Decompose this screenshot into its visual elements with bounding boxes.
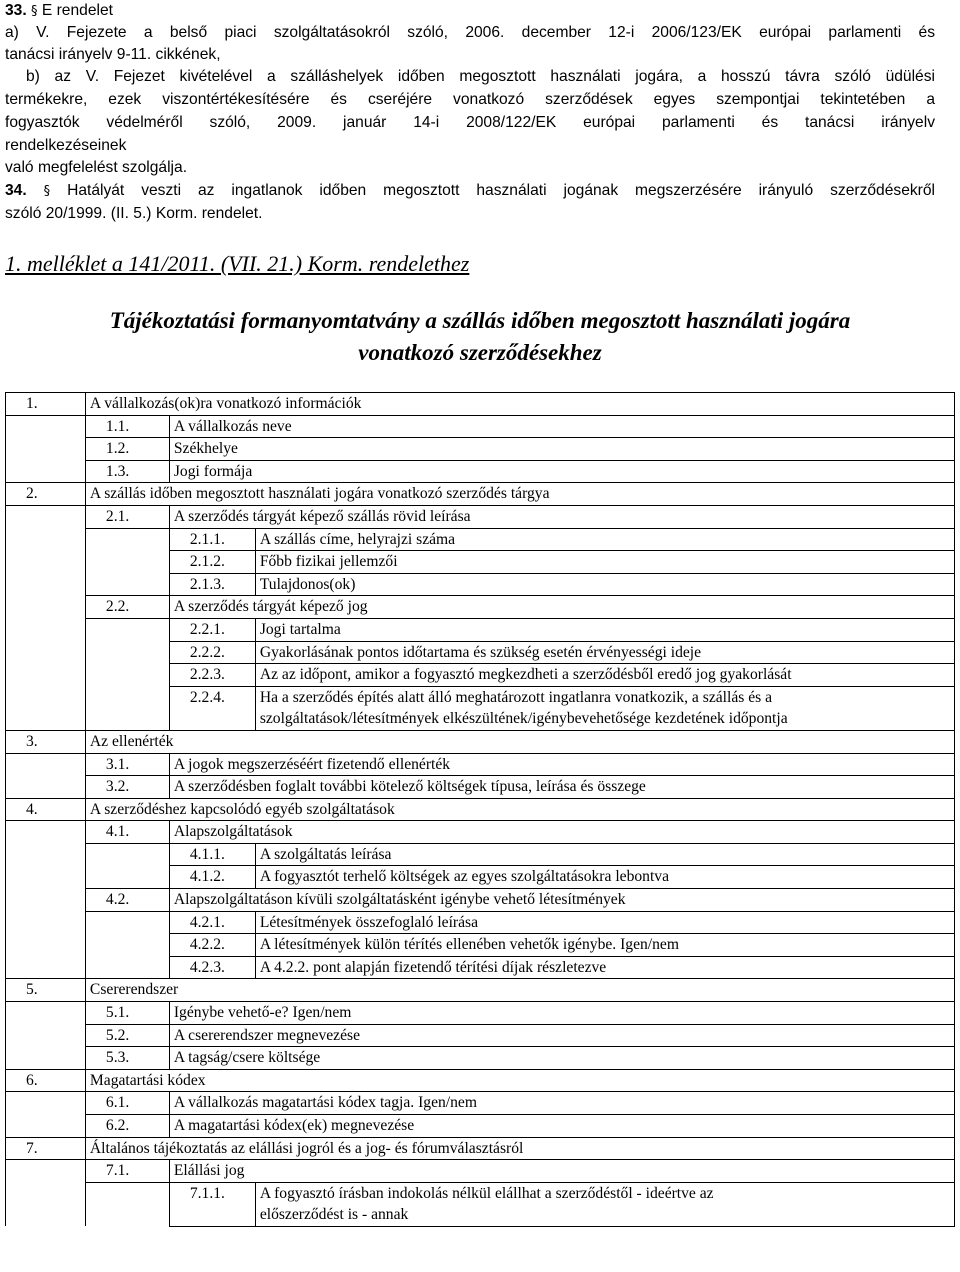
outline-number: 4.1.1. (169, 843, 255, 866)
paragraph-34-text: Hatályát veszti az ingatlanok időben megosztott használati jogának megszerzésére irányuló szerződésekről (67, 182, 935, 199)
indent-cell (85, 911, 169, 934)
outline-number: 1.1. (85, 415, 169, 438)
outline-text-line: Jogi formája (173, 462, 253, 480)
outline-number: 2.2.1. (169, 618, 255, 641)
outline-number: 7.1.1. (169, 1182, 255, 1226)
outline-number: 2.1. (85, 505, 169, 528)
outline-number: 2.2. (85, 596, 169, 619)
outline-row (6, 821, 955, 844)
indent-cell (6, 776, 86, 799)
outline-row (6, 438, 955, 461)
section-sign-icon: § (31, 4, 38, 19)
outline-number: 6.1. (85, 1092, 169, 1115)
outline-number: 6.2. (85, 1115, 169, 1138)
outline-row (6, 551, 955, 574)
indent-cell (6, 618, 86, 641)
paragraph-33-point-b-line1: b) az V. Fejezet kivételével a szálláshelyek időben megosztott használati jogára, a hosszú távra szóló üdülési (26, 68, 935, 85)
indent-cell (6, 596, 86, 619)
indent-cell (6, 1160, 86, 1183)
outline-text (169, 415, 954, 438)
outline-text-line: Az az időpont, amikor a fogyasztó megkezdheti a szerződésből eredő jog gyakorlását (259, 666, 792, 684)
outline-number: 4.2.3. (169, 956, 255, 979)
outline-row (6, 528, 955, 551)
outline-number: 2.1.2. (169, 551, 255, 574)
outline-text (85, 1069, 954, 1092)
indent-cell (6, 843, 86, 866)
outline-text (169, 1160, 954, 1183)
outline-number: 4.2.1. (169, 911, 255, 934)
outline-text-line: A vállalkozás neve (173, 417, 292, 435)
paragraph-33-point-b-line4: rendelkezéseinek (5, 137, 127, 154)
outline-text (255, 664, 954, 687)
outline-text-line: Tulajdonos(ok) (259, 575, 356, 593)
outline-text (169, 505, 954, 528)
outline-row (6, 889, 955, 912)
outline-number: 5.3. (85, 1047, 169, 1070)
indent-cell (6, 438, 86, 461)
outline-number: 2.1.3. (169, 573, 255, 596)
outline-number: 2.2.4. (169, 686, 255, 730)
paragraph-34-number: 34. (5, 182, 27, 199)
outline-text (169, 889, 954, 912)
paragraph-33-point-b-line2: termékekre, ezek viszontértékesítésére és cseréjére vonatkozó szerződések egyes szempontjai tekintetében a (5, 91, 935, 108)
outline-text (255, 641, 954, 664)
outline-row (6, 798, 955, 821)
outline-text-line: Magatartási kódex (89, 1071, 206, 1089)
form-title-line1: Tájékoztatási formanyomtatvány a szállás időben megosztott használati jogára (109, 308, 851, 333)
outline-text (169, 776, 954, 799)
paragraph-34-line2: szóló 20/1999. (II. 5.) Korm. rendelet. (5, 205, 263, 222)
outline-number: 2. (6, 483, 86, 506)
section-sign-icon: § (43, 184, 51, 199)
outline-number: 6. (6, 1069, 86, 1092)
outline-text-line: Alapszolgáltatáson kívüli szolgáltatásként igénybe vehető létesítmények (173, 891, 626, 909)
outline-text-line-2: szolgáltatások/létesítmények elkészültének/igénybevehetősége kezdetének időpontja (259, 710, 788, 728)
outline-text-line: Igénybe vehető-e? Igen/nem (173, 1004, 352, 1022)
indent-cell (6, 573, 86, 596)
outline-text-line: A létesítmények külön térítés ellenében vehetők igénybe. Igen/nem (259, 936, 679, 954)
outline-row (6, 979, 955, 1002)
indent-cell (6, 551, 86, 574)
outline-number: 5. (6, 979, 86, 1002)
indent-cell (6, 1002, 86, 1025)
outline-text-line: A 4.2.2. pont alapján fizetendő térítési díjak részletezve (259, 958, 607, 976)
indent-cell (85, 843, 169, 866)
indent-cell (6, 911, 86, 934)
outline-row (6, 866, 955, 889)
outline-text-line: A szerződés tárgyát képező szállás rövid leírása (173, 507, 471, 525)
outline-text-line: Főbb fizikai jellemzői (259, 553, 398, 571)
outline-number: 4.2.2. (169, 934, 255, 957)
indent-cell (6, 866, 86, 889)
outline-text-line: Székhelye (173, 440, 238, 458)
outline-text-line: A szállás időben megosztott használati jogára vonatkozó szerződés tárgya (89, 485, 550, 503)
outline-number: 4.1.2. (169, 866, 255, 889)
paragraph-33-point-a: a) V. Fejezete a belső piaci szolgáltatásokról szóló, 2006. december 12-i 2006/123/EK európai parlamenti és (5, 24, 935, 41)
indent-cell (85, 528, 169, 551)
indent-cell (85, 934, 169, 957)
outline-text-line: A jogok megszerzéséért fizetendő ellenérték (173, 755, 451, 773)
outline-number: 2.2.3. (169, 664, 255, 687)
outline-number: 2.1.1. (169, 528, 255, 551)
indent-cell (6, 415, 86, 438)
outline-number: 3.1. (85, 753, 169, 776)
outline-text (169, 1115, 954, 1138)
outline-text-line: A csererendszer megnevezése (173, 1026, 361, 1044)
outline-text-line: A vállalkozás magatartási kódex tagja. Igen/nem (173, 1094, 477, 1112)
outline-row (6, 415, 955, 438)
outline-text (85, 1137, 954, 1160)
outline-row (6, 1047, 955, 1070)
outline-text (169, 1024, 954, 1047)
outline-row (6, 911, 955, 934)
outline-text (255, 686, 954, 730)
outline-row (6, 460, 955, 483)
paragraph-33-text: E rendelet (41, 2, 113, 19)
outline-text-line: A fogyasztót terhelő költségek az egyes szolgáltatásokra lebontva (259, 868, 670, 886)
outline-row (6, 1160, 955, 1183)
indent-cell (6, 686, 86, 730)
indent-cell (85, 641, 169, 664)
outline-text (169, 1047, 954, 1070)
indent-cell (6, 641, 86, 664)
indent-cell (6, 821, 86, 844)
outline-text-line: Csererendszer (89, 981, 179, 999)
outline-number: 3. (6, 730, 86, 753)
outline-number: 3.2. (85, 776, 169, 799)
indent-cell (6, 1115, 86, 1138)
outline-text (169, 821, 954, 844)
outline-text-line: A fogyasztó írásban indokolás nélkül elállhat a szerződéstől - ideértve az (259, 1184, 714, 1202)
outline-text-line: A szállás címe, helyrajzi száma (259, 530, 456, 548)
outline-row (6, 393, 955, 416)
indent-cell (6, 460, 86, 483)
outline-text-line-2: előszerződést is - annak (259, 1206, 409, 1224)
outline-text (255, 911, 954, 934)
outline-number: 5.2. (85, 1024, 169, 1047)
paragraph-33-point-b-line5: való megfelelést szolgálja. (5, 159, 188, 176)
outline-text (169, 1092, 954, 1115)
outline-row (6, 573, 955, 596)
outline-row (6, 664, 955, 687)
paragraph-34-line1 (5, 180, 935, 203)
outline-row (6, 641, 955, 664)
outline-text-line: Elállási jog (173, 1162, 245, 1180)
outline-text-line: A szerződésben foglalt további kötelező költségek típusa, leírása és összege (173, 778, 646, 796)
outline-row (6, 1069, 955, 1092)
indent-cell (85, 573, 169, 596)
outline-text (169, 596, 954, 619)
paragraph-33-number: 33. (5, 2, 27, 19)
outline-text-line: Ha a szerződés építés alatt álló meghatározott ingatlanra vonatkozik, a szállás és a (259, 688, 773, 706)
outline-row (6, 753, 955, 776)
outline-row (6, 1002, 955, 1025)
outline-row (6, 505, 955, 528)
indent-cell (85, 956, 169, 979)
outline-row (6, 1024, 955, 1047)
paragraph-33-point-b-line3: fogyasztók védelméről szóló, 2009. január 14-i 2008/122/EK európai parlamenti és tanácsi irányelv (5, 114, 935, 131)
outline-text-line: Létesítmények összefoglaló leírása (259, 913, 479, 931)
indent-cell (85, 686, 169, 730)
outline-row (6, 843, 955, 866)
outline-text (255, 866, 954, 889)
outline-row (6, 483, 955, 506)
outline-number: 1.3. (85, 460, 169, 483)
indent-cell (6, 505, 86, 528)
outline-row (6, 686, 955, 730)
outline-text (255, 573, 954, 596)
form-title-line2: vonatkozó szerződésekhez (358, 340, 602, 365)
outline-row (6, 730, 955, 753)
outline-text (255, 843, 954, 866)
outline-number: 4. (6, 798, 86, 821)
outline-row (6, 1115, 955, 1138)
indent-cell (6, 934, 86, 957)
outline-text-line: Jogi tartalma (259, 620, 341, 638)
outline-text (169, 460, 954, 483)
outline-text (255, 1182, 954, 1226)
outline-number: 4.1. (85, 821, 169, 844)
outline-number: 1.2. (85, 438, 169, 461)
outline-text (85, 393, 954, 416)
outline-text (85, 979, 954, 1002)
outline-text (255, 934, 954, 957)
outline-number: 7. (6, 1137, 86, 1160)
outline-text (85, 483, 954, 506)
outline-row (6, 934, 955, 957)
outline-number: 1. (6, 393, 86, 416)
outline-row (6, 1092, 955, 1115)
outline-row (6, 956, 955, 979)
outline-text-line: Az ellenérték (89, 732, 174, 750)
indent-cell (6, 1092, 86, 1115)
outline-text-line: Általános tájékoztatás az elállási jogról és a jog- és fórumválasztásról (89, 1139, 524, 1157)
outline-row (6, 1137, 955, 1160)
outline-text-line: A tagság/csere költsége (173, 1049, 321, 1067)
outline-row (6, 618, 955, 641)
outline-number: 2.2.2. (169, 641, 255, 664)
outline-text-line: A szerződéshez kapcsolódó egyéb szolgáltatások (89, 800, 395, 818)
indent-cell (85, 551, 169, 574)
outline-text-line: A vállalkozás(ok)ra vonatkozó információk (89, 395, 362, 412)
outline-text (255, 956, 954, 979)
outline-row (6, 776, 955, 799)
outline-text (255, 551, 954, 574)
outline-text (255, 528, 954, 551)
indent-cell (85, 618, 169, 641)
outline-text-line: A szerződés tárgyát képező jog (173, 598, 368, 616)
outline-text (169, 753, 954, 776)
outline-text-line: A magatartási kódex(ek) megnevezése (173, 1117, 415, 1134)
indent-cell (85, 664, 169, 687)
outline-text-line: Alapszolgáltatások (173, 823, 293, 841)
indent-cell (6, 753, 86, 776)
indent-cell (85, 1182, 169, 1226)
indent-cell (85, 866, 169, 889)
form-outline-table (5, 392, 955, 1227)
outline-text (85, 730, 954, 753)
indent-cell (6, 889, 86, 912)
outline-text (85, 798, 954, 821)
outline-text (169, 1002, 954, 1025)
indent-cell (6, 664, 86, 687)
indent-cell (6, 1047, 86, 1070)
outline-text (255, 618, 954, 641)
indent-cell (6, 528, 86, 551)
outline-number: 4.2. (85, 889, 169, 912)
outline-row (6, 1182, 955, 1226)
paragraph-33-heading (5, 0, 113, 23)
outline-row (6, 596, 955, 619)
outline-text (169, 438, 954, 461)
indent-cell (6, 1024, 86, 1047)
paragraph-33-point-a-cont: tanácsi irányelv 9-11. cikkének, (5, 46, 221, 63)
outline-number: 5.1. (85, 1002, 169, 1025)
outline-text-line: Gyakorlásának pontos időtartama és szükség esetén érvényességi ideje (259, 643, 702, 661)
indent-cell (6, 1182, 86, 1226)
outline-number: 7.1. (85, 1160, 169, 1183)
indent-cell (6, 956, 86, 979)
appendix-title: 1. melléklet a 141/2011. (VII. 21.) Korm. rendelethez (5, 251, 470, 276)
outline-text-line: A szolgáltatás leírása (259, 845, 392, 863)
